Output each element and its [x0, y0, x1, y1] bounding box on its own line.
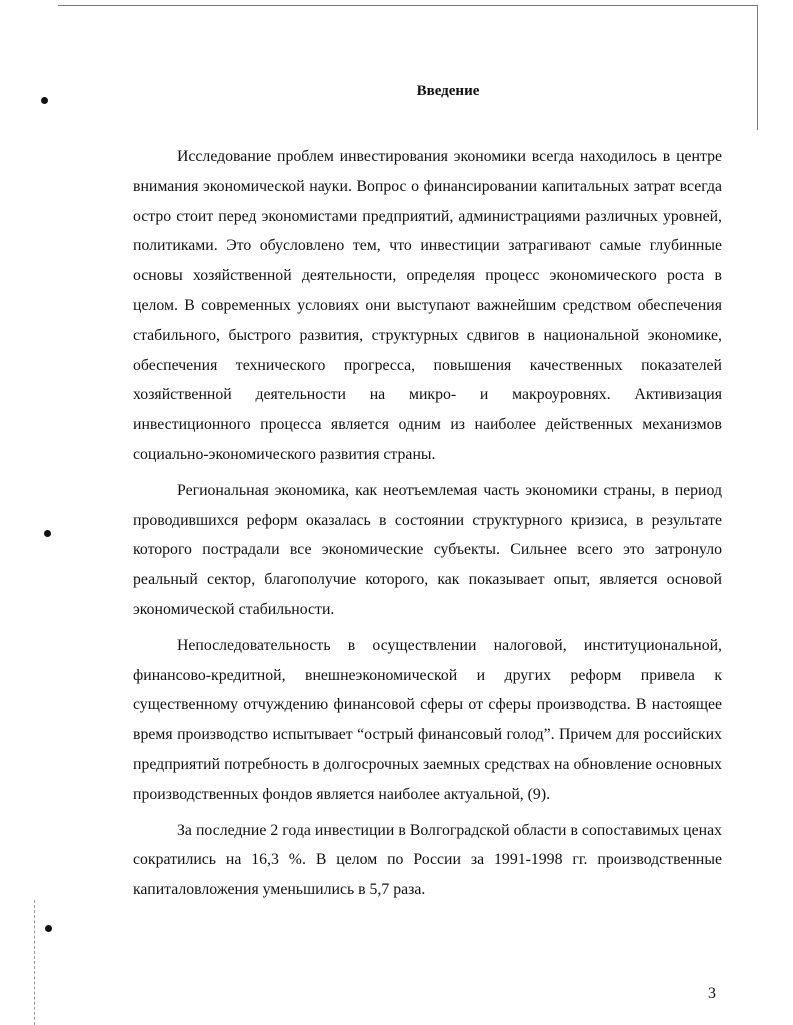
body-text	[133, 142, 722, 911]
punch-hole-mark	[45, 925, 52, 932]
scan-left-edge	[34, 900, 35, 1025]
paragraph: Региональная экономика, как неотъемлемая часть экономики страны, в период проводившихся реформ оказалась в состоянии структурного кризиса, в результате которого пострадали все экономические субъекты. Сильнее всего это затронуло реальный сектор, благополучие которого, как показывает опыт, является основой экономической стабильности.	[133, 481, 722, 618]
page-number: 3	[708, 985, 716, 1002]
punch-hole-mark	[44, 530, 51, 537]
scan-right-edge	[757, 5, 758, 130]
paragraph: За последние 2 года инвестиции в Волгоградской области в сопоставимых ценах сократились на 16,3 %. В целом по России за 1991-1998 гг. производственные капиталовложения уменьшились в 5,7 раза.	[133, 821, 722, 899]
paragraph: Непоследовательность в осуществлении налоговой, институциональной, финансово-кредитной, внешнеэкономической и других реформ привела к существенному отчуждению финансовой сферы от сферы производства. В настоящее время производство испытывает “острый финансовый голод”. Причем для российских предприятий потребность в долгосрочных заемных средствах на обновление основных производственных фондов является наиболее актуальной, (9).	[133, 636, 722, 803]
paragraph: Исследование проблем инвестирования экономики всегда находилось в центре внимания экономической науки. Вопрос о финансировании капитальных затрат всегда остро стоит перед экономистами предприятий, администрациями различных уровней, политиками. Это обусловлено тем, что инвестиции затрагивают самые глубинные основы хозяйственной деятельности, определяя процесс экономического роста в целом. В современных условиях они выступают важнейшим средством обеспечения стабильного, быстрого развития, структурных сдвигов в национальной экономике, обеспечения технического прогресса, повышения качественных показателей хозяйственной деятельности на микро- и макроуровнях. Активизация инвестиционного процесса является одним из наиболее действенных механизмов социально-экономического развития страны.	[133, 148, 722, 463]
scan-top-edge	[58, 5, 758, 6]
page-title: Введение	[416, 83, 480, 99]
